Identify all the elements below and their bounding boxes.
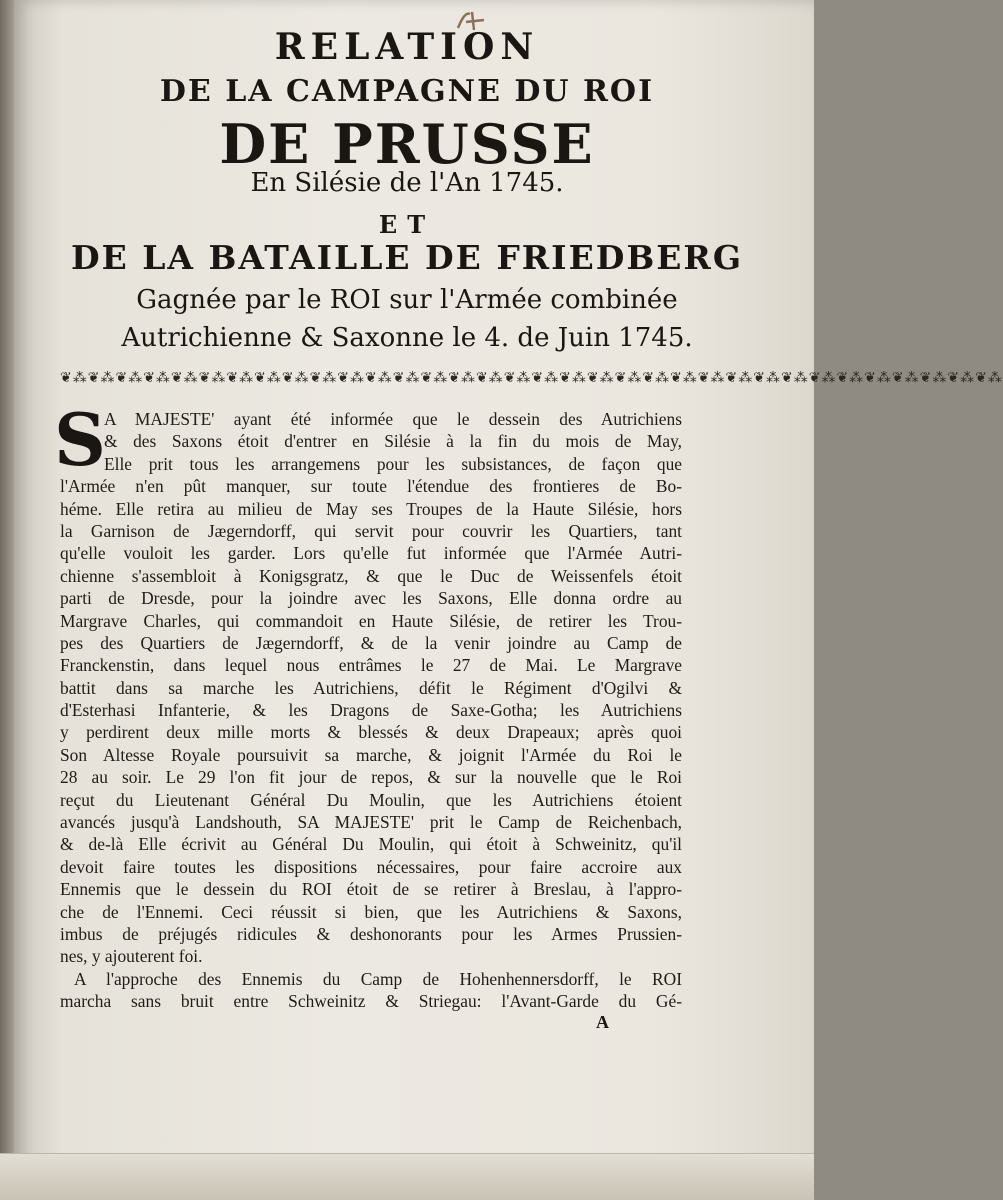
body-line: che de l'Ennemi. Ceci réussit si bien, que les Autrichiens & Saxons, [60, 901, 682, 922]
body-text [60, 408, 682, 1013]
body-line: Franckenstin, dans lequel nous entrâmes le 27 de Mai. Le Margrave [60, 655, 682, 676]
body-line: nes, y ajouterent foi. [60, 946, 203, 967]
body-line: héme. Elle retira au milieu de May ses Troupes de la Haute Silésie, hors [60, 498, 682, 519]
title-friedberg: DE LA BATAILLE DE FRIEDBERG [70, 238, 744, 277]
title-silesie: En Silésie de l'An 1745. [250, 168, 564, 198]
body-line: Margrave Charles, qui commandoit en Haute Silésie, de retirer les Trou- [60, 610, 682, 631]
body-line: l'Armée n'en pût manquer, sur toute l'étendue des frontieres de Bo- [60, 476, 682, 497]
body-line: d'Esterhasi Infanterie, & les Dragons de Saxe-Gotha; les Autrichiens [60, 700, 682, 721]
title-campagne: DE LA CAMPAGNE DU ROI [159, 74, 655, 109]
body-line: parti de Dresde, pour la joindre avec les Saxons, Elle donna ordre au [60, 588, 682, 609]
body-line: Son Altesse Royale poursuivit sa marche, & joignit l'Armée du Roi le [60, 744, 682, 765]
body-line: pes des Quartiers de Jægerndorff, & de la venir joindre au Camp de [60, 632, 682, 653]
title-prusse: DE PRUSSE [219, 112, 595, 176]
body-line: y perdirent deux mille morts & blessés & deux Drapeaux; après quoi [60, 722, 682, 743]
body-line: battit dans sa marche les Autrichiens, défit le Régiment d'Ogilvi & [60, 677, 682, 698]
title-autrichienne: Autrichienne & Saxonne le 4. de Juin 1745. [121, 323, 693, 353]
body-line: marcha sans bruit entre Schweinitz & Striegau: l'Avant-Garde du Gé- [60, 991, 682, 1012]
page-bottom-edge [0, 1153, 814, 1200]
body-line: la Garnison de Jægerndorff, qui servit pour couvrir les Quartiers, tant [60, 520, 682, 541]
body-line: chienne s'assembloit à Konigsgratz, & que le Duc de Weissenfels étoit [60, 565, 682, 586]
drop-cap: S [54, 397, 106, 482]
body-line: 28 au soir. Le 29 l'on fit jour de repos, & sur la nouvelle que le Roi [60, 767, 682, 788]
body-line: A MAJESTE' ayant été informée que le dessein des Autrichiens [104, 409, 682, 429]
catchword: A [596, 1012, 609, 1032]
body-line: Ennemis que le dessein du ROI étoit de se retirer à Breslau, à l'appro- [60, 879, 682, 900]
body-line: imbus de préjugés ridicules & deshonorants pour les Armes Prussien- [60, 923, 682, 944]
body-line: avancés jusqu'à Landshouth, SA MAJESTE' prit le Camp de Reichenbach, [60, 812, 682, 833]
body-line: qu'elle vouloit les garder. Lors qu'elle fut informée que l'Armée Autri- [60, 543, 682, 564]
body-line: & de-là Elle écrivit au Général Du Moulin, qui étoit à Schweinitz, qu'il [60, 834, 682, 855]
title-gagnee: Gagnée par le ROI sur l'Armée combinée [136, 285, 678, 315]
title-et: ET [378, 210, 436, 239]
body-line: & des Saxons étoit d'entrer en Silésie à la fin du mois de May, [104, 431, 682, 452]
body-line: reçut du Lieutenant Général Du Moulin, que les Autrichiens étoient [60, 789, 682, 810]
title-relation: RELATION [274, 26, 540, 68]
ornament-band: ❦⁂❦⁂❦⁂❦⁂❦⁂❦⁂❦⁂❦⁂❦⁂❦⁂❦⁂❦⁂❦⁂❦⁂❦⁂❦⁂❦⁂❦⁂❦⁂❦⁂❦⁂❦⁂❦⁂❦⁂❦⁂❦⁂❦⁂❦⁂❦⁂❦⁂❦⁂❦⁂❦⁂❦⁂ [60, 371, 1003, 386]
body-line: devoit faire toutes les dispositions nécessaires, pour faire accroire aux [60, 856, 682, 877]
body-line: Elle prit tous les arrangemens pour les subsistances, de façon que [104, 453, 682, 474]
body-line: A l'approche des Ennemis du Camp de Hohenhennersdorff, le ROI [74, 968, 682, 989]
